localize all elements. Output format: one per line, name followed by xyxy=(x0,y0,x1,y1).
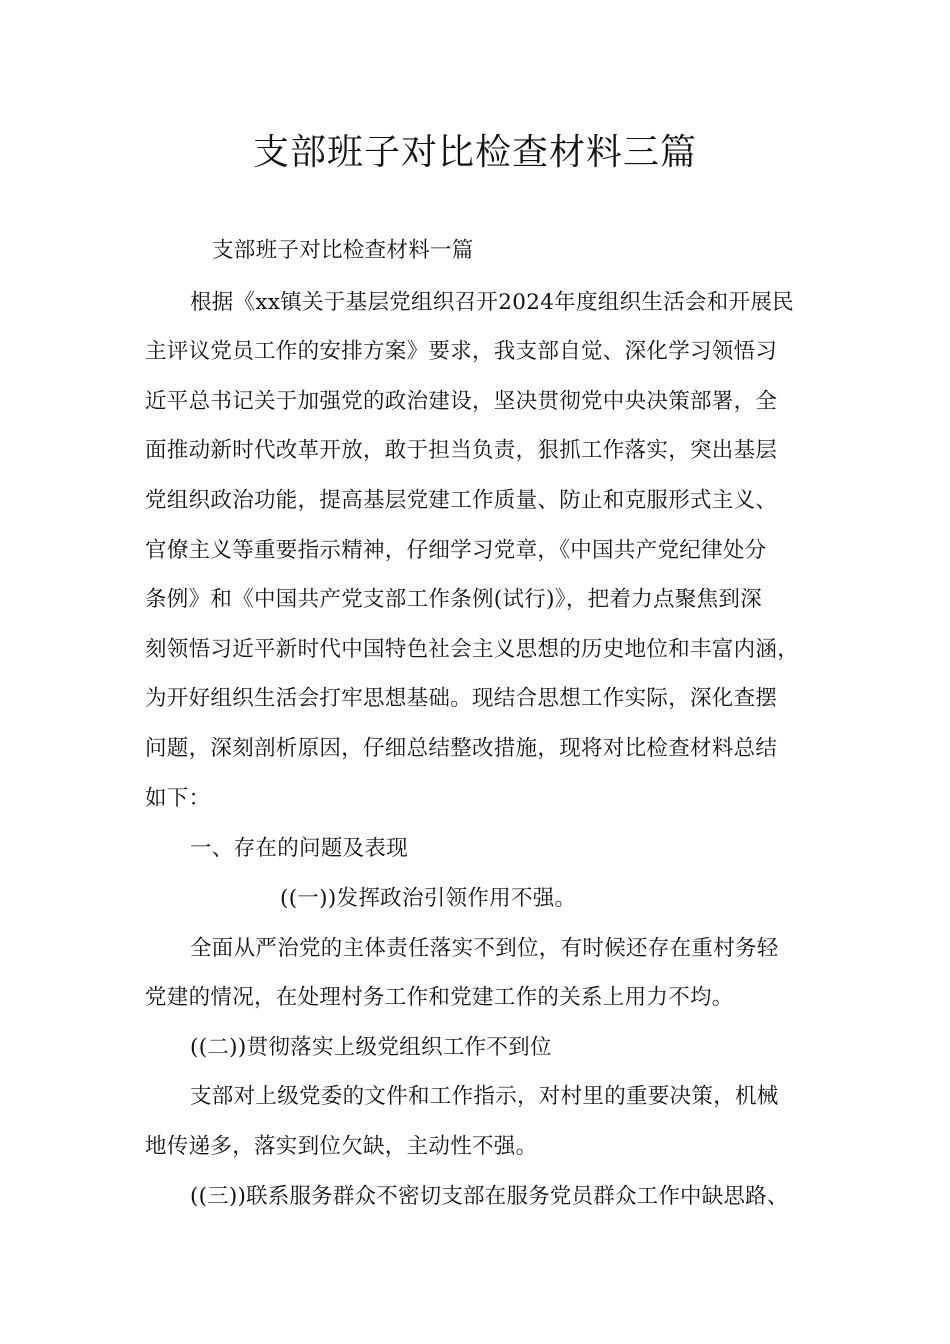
section-heading: 一、存在的问题及表现 xyxy=(190,836,409,861)
paragraph-line: 近平总书记关于加强党的政治建设，坚决贯彻党中央决策部署，全 xyxy=(145,389,778,414)
paragraph-line: 如下： xyxy=(145,786,211,811)
paragraph-line: 党建的情况，在处理村务工作和党建工作的关系上用力不均。 xyxy=(145,985,734,1010)
paragraph-line: 地传递多，落实到位欠缺，主动性不强。 xyxy=(145,1134,538,1159)
document-title: 支部班子对比检查材料三篇 xyxy=(252,132,697,173)
paragraph-line: 根据《xx镇关于基层党组织召开2024年度组织生活会和开展民 xyxy=(190,290,794,315)
paragraph-line: 问题，深刻剖析原因，仔细总结整改措施，现将对比检查材料总结 xyxy=(145,736,778,761)
paragraph-line: 党组织政治功能，提高基层党建工作质量、防止和克服形式主义、 xyxy=(145,488,778,513)
paragraph-line: 刻领悟习近平新时代中国特色社会主义思想的历史地位和丰富内涵， xyxy=(145,637,800,662)
paragraph-line: 为开好组织生活会打牢思想基础。现结合思想工作实际，深化查摆 xyxy=(145,686,778,711)
item-heading: ((三))联系服务群众不密切支部在服务党员群众工作中缺思路、 xyxy=(190,1184,789,1209)
paragraph-line: 面推动新时代改革开放，敢于担当负责，狠抓工作落实，突出基层 xyxy=(145,438,778,463)
document-subtitle: 支部班子对比检查材料一篇 xyxy=(212,238,474,263)
item-heading: ((一))发挥政治引领作用不强。 xyxy=(280,886,577,911)
paragraph-line: 全面从严治党的主体责任落实不到位，有时候还存在重村务轻 xyxy=(190,936,779,961)
paragraph-line: 支部对上级党委的文件和工作指示，对村里的重要决策，机械 xyxy=(190,1084,779,1109)
paragraph-line: 条例》和《中国共产党支部工作条例(试行)》，把着力点聚焦到深 xyxy=(145,587,763,612)
item-heading: ((二))贯彻落实上级党组织工作不到位 xyxy=(190,1035,552,1060)
paragraph-line: 官僚主义等重要指示精神，仔细学习党章，《中国共产党纪律处分 xyxy=(145,538,767,563)
paragraph-line: 主评议党员工作的安排方案》要求，我支部自觉、深化学习领悟习 xyxy=(145,339,778,364)
